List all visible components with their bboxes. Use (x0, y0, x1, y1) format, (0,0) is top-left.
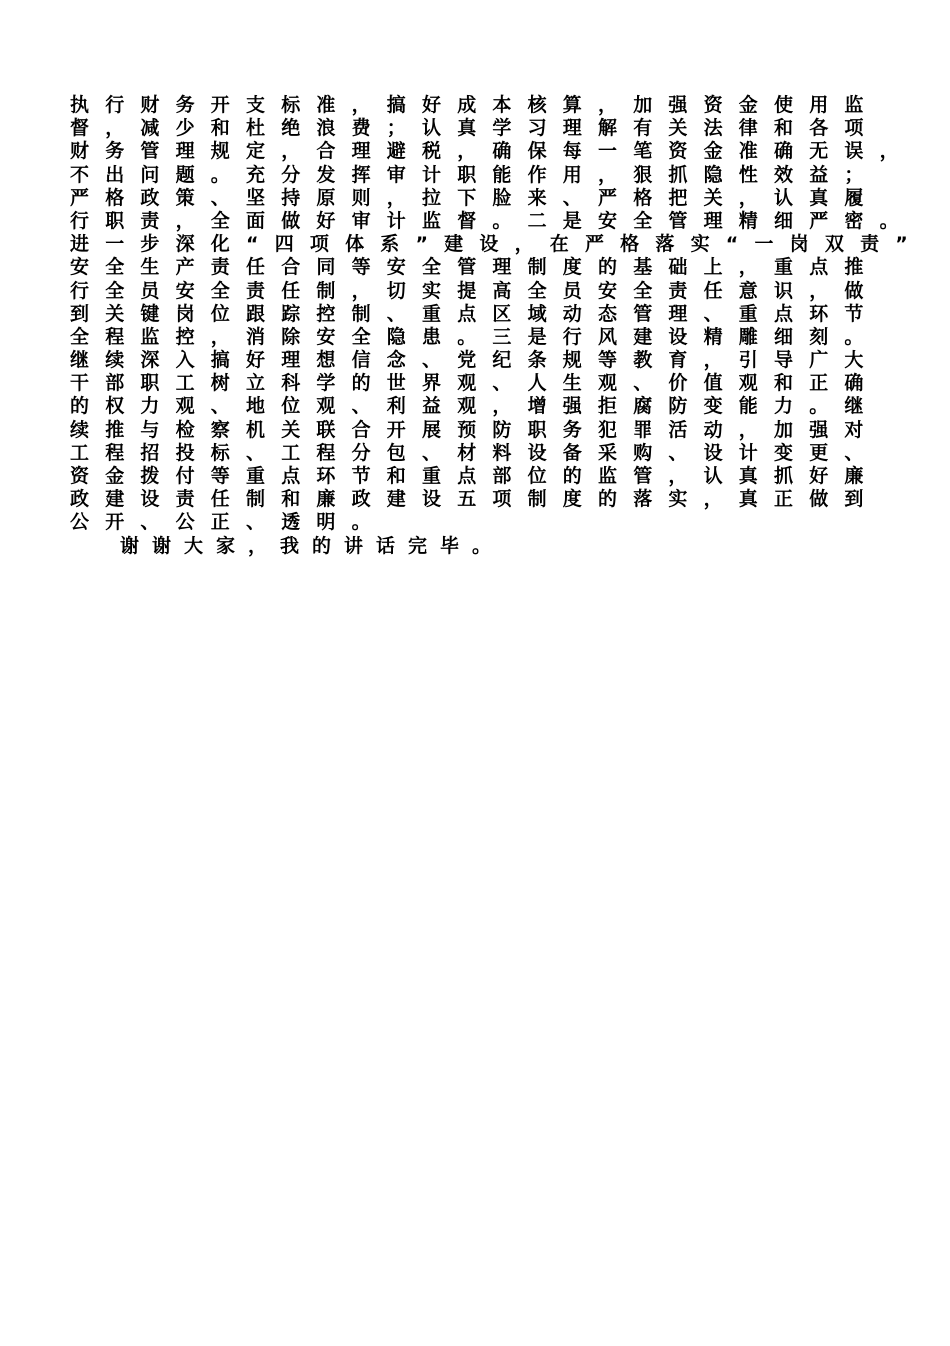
body-line-17: 资金拨付等重点环节和重点部位的监管，认真抓好廉 (70, 465, 880, 487)
speech-body (70, 94, 924, 558)
closing-remark: 谢谢大家，我的讲话完毕。 (120, 534, 505, 557)
body-line-11: 全程监控，消除安全隐患。三是行风建设精雕细刻。 (70, 325, 880, 348)
body-line-10: 到关键岗位跟踪控制、重点区域动态管理、重点环节 (70, 302, 880, 325)
body-line-3: 财务管理规定，合理避税，确保每一笔资金准确无误， (70, 140, 915, 163)
body-line-9: 行全员安全责任制，切实提高全员安全责任意识，做 (70, 279, 880, 302)
body-line-13: 干部职工树立科学的世界观、人生观、价值观和正确 (70, 372, 880, 395)
body-line-7: 进一步深化“四项体系”建设，在严格落实“一岗双责” (70, 233, 924, 256)
body-line-19: 公开、公正、透明。 (70, 511, 387, 534)
body-line-8: 安全生产责任合同等安全管理制度的基础上，重点推 (70, 256, 880, 279)
body-line-4: 不出问题。充分发挥审计职能作用，狠抓隐性效益； (70, 163, 880, 186)
body-line-1: 执行财务开支标准，搞好成本核算，加强资金使用监 (70, 94, 880, 116)
body-line-16: 工程招投标、工程分包、材料设备采购、设计变更、 (70, 441, 880, 464)
body-line-12: 继续深入搞好理想信念、党纪条规等教育，引导广大 (70, 349, 880, 372)
body-line-15: 续推与检察机关联合开展预防职务犯罪活动，加强对 (70, 418, 880, 441)
body-line-2: 督，减少和杜绝浪费；认真学习理解有关法律和各项 (70, 117, 880, 140)
body-line-5: 严格政策、坚持原则，拉下脸来、严格把关，认真履 (70, 186, 880, 209)
body-line-14: 的权力观、地位观、利益观，增强拒腐防变能力。继 (70, 395, 880, 418)
body-line-18: 政建设责任制和廉政建设五项制度的落实，真正做到 (70, 488, 880, 511)
body-line-6: 行职责，全面做好审计监督。二是安全管理精细严密。 (70, 209, 915, 232)
